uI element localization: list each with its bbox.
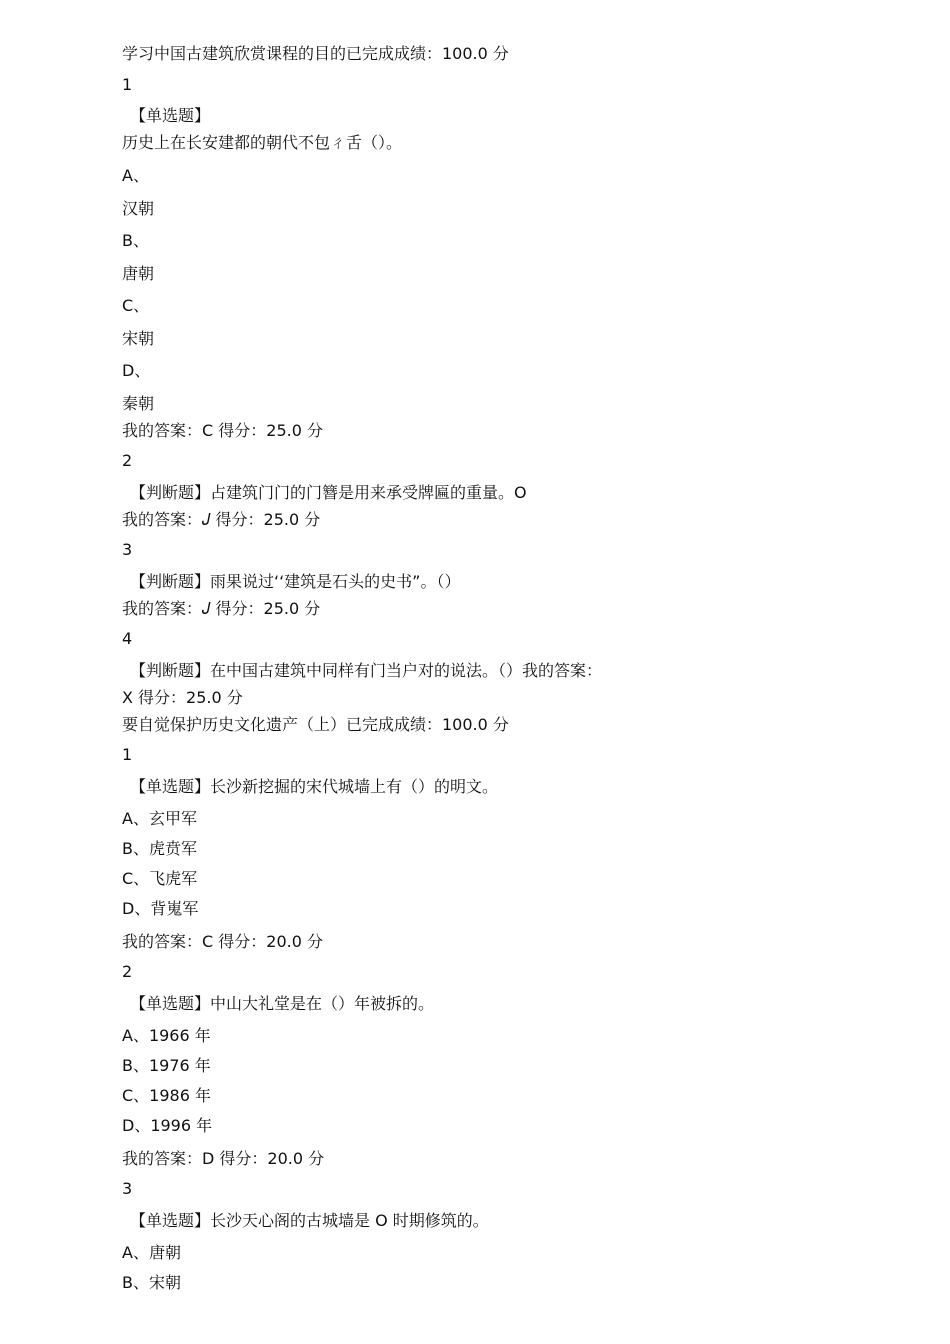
option-label: B、 xyxy=(122,231,149,250)
option-item: A、1966 年 xyxy=(122,1026,211,1045)
option-item: C、飞虎军 xyxy=(122,869,198,888)
option-text: 唐朝 xyxy=(122,264,155,283)
question-number: 2 xyxy=(122,962,133,981)
question-number: 1 xyxy=(122,745,133,764)
answer-line: 我的答案：C 得分：20.0 分 xyxy=(122,932,323,951)
question-text: 历史上在长安建都的朝代不包ㄔ舌（）。 xyxy=(122,133,403,152)
option-item: B、虎贲军 xyxy=(122,839,197,858)
option-text: 汉朝 xyxy=(122,199,155,218)
answer-line: 我的答案：C 得分：25.0 分 xyxy=(122,421,323,440)
section-title-2: 要自觉保护历史文化遗产（上）已完成成绩：100.0 分 xyxy=(122,715,509,734)
option-text: 宋朝 xyxy=(122,329,155,348)
option-item: B、1976 年 xyxy=(122,1056,211,1075)
option-label: C、 xyxy=(122,296,150,315)
question-type: 【单选题】 xyxy=(130,106,211,125)
question-number: 3 xyxy=(122,540,133,559)
option-item: D、1996 年 xyxy=(122,1116,213,1135)
answer-line: 我的答案：D 得分：20.0 分 xyxy=(122,1149,325,1168)
question-number: 2 xyxy=(122,451,133,470)
question-text: 【单选题】中山大礼堂是在（）年被拆的。 xyxy=(130,994,435,1013)
answer-line: X 得分：25.0 分 xyxy=(122,688,243,707)
option-label: A、 xyxy=(122,166,149,185)
option-text: 秦朝 xyxy=(122,394,155,413)
option-item: C、1986 年 xyxy=(122,1086,211,1105)
question-text: 【判断题】雨果说过‘‘建筑是石头的史书”。（） xyxy=(130,572,461,591)
question-number: 1 xyxy=(122,75,133,94)
question-text: 【单选题】长沙新挖掘的宋代城墙上有（）的明文。 xyxy=(130,777,499,796)
option-item: D、背嵬军 xyxy=(122,899,199,918)
section-title-1: 学习中国古建筑欣赏课程的目的已完成成绩：100.0 分 xyxy=(122,44,509,63)
question-text: 【判断题】占建筑门门的门簪是用来承受牌匾的重量。O xyxy=(130,483,527,502)
option-item: A、唐朝 xyxy=(122,1243,181,1262)
question-number: 4 xyxy=(122,629,133,648)
option-label: D、 xyxy=(122,361,151,380)
option-item: A、玄甲军 xyxy=(122,809,197,828)
question-text: 【单选题】长沙天心阁的古城墙是 O 时期修筑的。 xyxy=(130,1211,489,1230)
question-text: 【判断题】在中国古建筑中同样有门当户对的说法。（）我的答案： xyxy=(130,661,603,680)
option-item: B、宋朝 xyxy=(122,1273,181,1292)
answer-line: 我的答案：𝐽 得分：25.0 分 xyxy=(122,599,321,618)
question-number: 3 xyxy=(122,1179,133,1198)
answer-line: 我的答案：𝐽 得分：25.0 分 xyxy=(122,510,321,529)
